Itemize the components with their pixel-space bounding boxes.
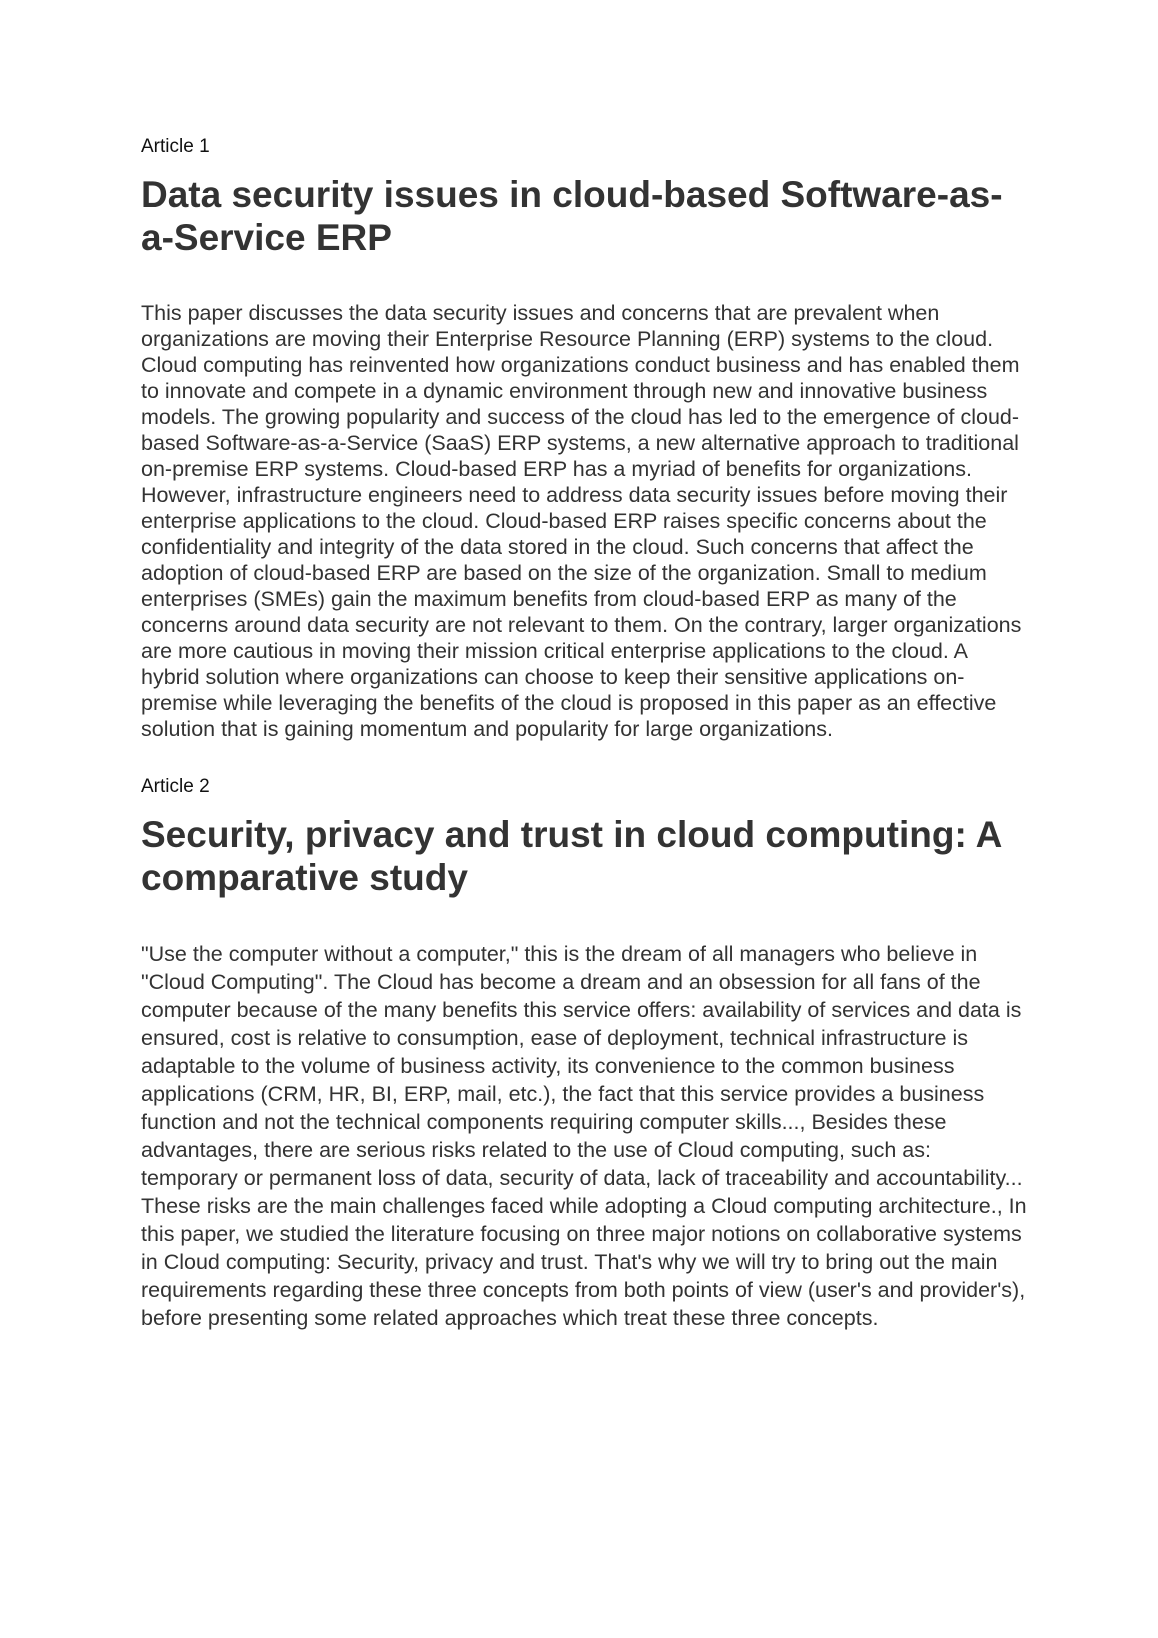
document-body — [141, 136, 1028, 1332]
article-label: Article 1 — [141, 136, 210, 157]
article-abstract: "Use the computer without a computer," this is the dream of all managers who believe in "Cloud Computing". The Cloud has become a dream and an obsession for all fans of the computer because of the many benefits this service offers: availability of services and data is ensured, cost is relative to consumption, ease of deployment, technical infrastructure is adaptable to the volume of business activity, its convenience to the common business applications (CRM, HR, BI, ERP, mail, etc.), the fact that this service provides a business function and not the technical components requiring computer skills..., Besides these advantages, there are serious risks related to the use of Cloud computing, such as: temporary or permanent loss of data, security of data, lack of traceability and accountability... These risks are the main challenges faced while adopting a Cloud computing architecture., In this paper, we studied the literature focusing on three major notions on collaborative systems in Cloud computing: Security, privacy and trust. That's why we will try to bring out the main requirements regarding these three concepts from both points of view (user's and provider's), before presenting some related approaches which treat these three concepts. — [141, 941, 1027, 1330]
article-1 — [141, 136, 1028, 742]
article-abstract: This paper discusses the data security issues and concerns that are prevalent when organizations are moving their Enterprise Resource Planning (ERP) systems to the cloud. Cloud computing has reinvented how organizations conduct business and has enabled them to innovate and compete in a dynamic environment through new and innovative business models. The growing popularity and success of the cloud has led to the emergence of cloud-based Software-as-a-Service (SaaS) ERP systems, a new alternative approach to traditional on-premise ERP systems. Cloud-based ERP has a myriad of benefits for organizations. However, infrastructure engineers need to address data security issues before moving their enterprise applications to the cloud. Cloud-based ERP raises specific concerns about the confidentiality and integrity of the data stored in the cloud. Such concerns that affect the adoption of cloud-based ERP are based on the size of the organization. Small to medium enterprises (SMEs) gain the maximum benefits from cloud-based ERP as many of the concerns around data security are not relevant to them. On the contrary, larger organizations are more cautious in moving their mission critical enterprise applications to the cloud. A hybrid solution where organizations can choose to keep their sensitive applications on-premise while leveraging the benefits of the cloud is proposed in this paper as an effective solution that is gaining momentum and popularity for large organizations. — [141, 300, 1022, 741]
article-2 — [141, 776, 1028, 1332]
article-title: Data security issues in cloud-based Software-as-a-Service ERP — [141, 173, 1003, 258]
article-title: Security, privacy and trust in cloud computing: A comparative study — [141, 813, 1002, 898]
article-label: Article 2 — [141, 775, 210, 797]
